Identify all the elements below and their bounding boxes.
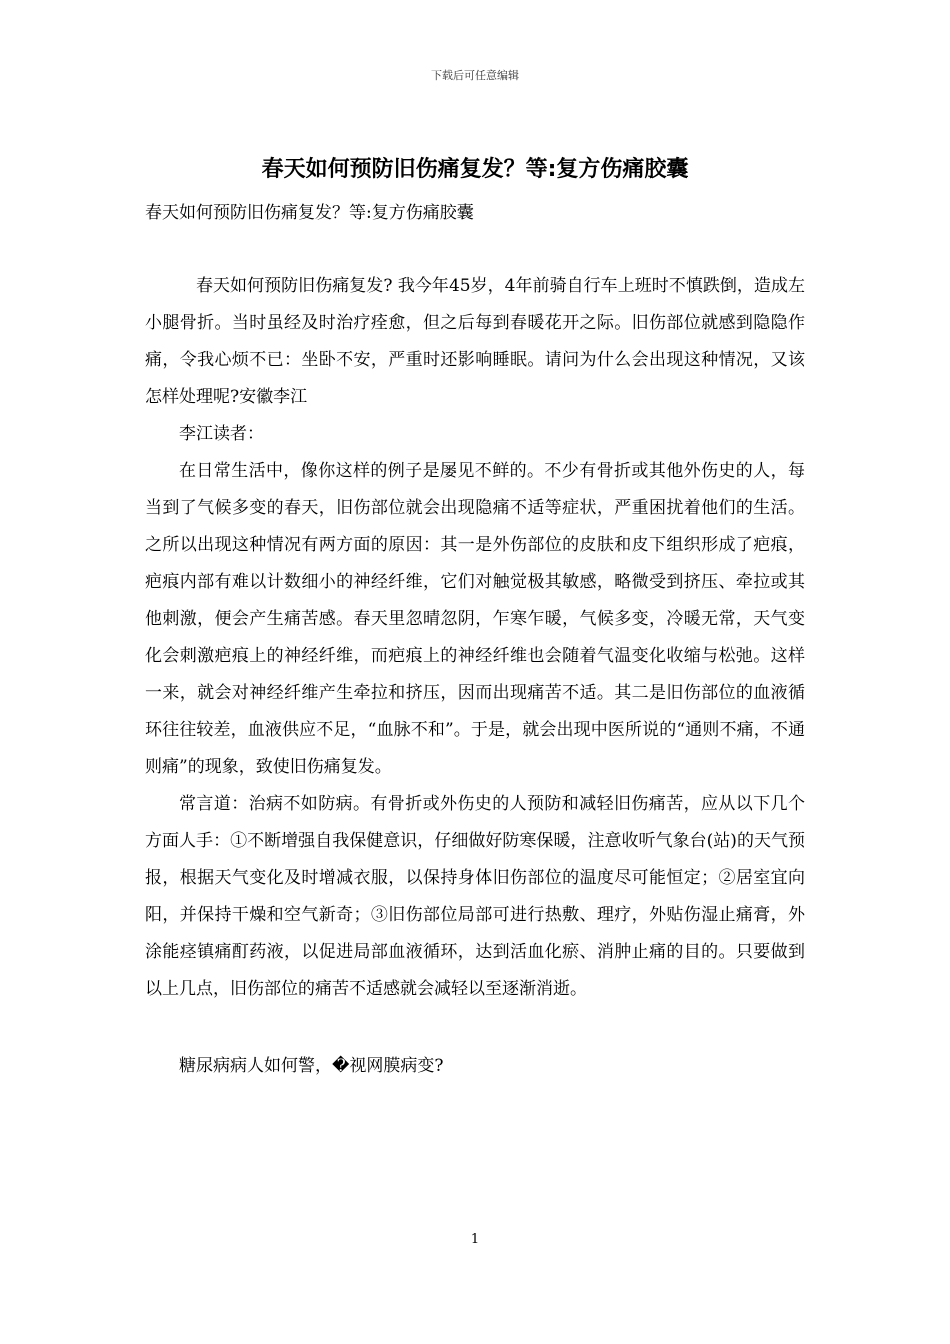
question-paragraph: 春天如何预防旧伤痛复发? 我今年45岁，4年前骑自行车上班时不慎跌倒，造成左小腿骨折。当时虽经及时治疗痊愈，但之后每到春暖花开之际。旧伤部位就感到隐隐作痛，令我心烦不已：坐卧不安，严重时还影响睡眠。请问为什么会出现这种情况，又该怎样处理呢?安徽李江 bbox=[145, 276, 805, 407]
document-title: 春天如何预防旧伤痛复发？等:复方伤痛胶囊 bbox=[261, 157, 689, 182]
salutation-paragraph: 李江读者： bbox=[179, 424, 264, 444]
page-number: 1 bbox=[470, 1232, 480, 1247]
answer-paragraph-2: 常言道：治病不如防病。有骨折或外伤史的人预防和减轻旧伤痛苦，应从以下几个方面人手：①不断增强自我保健意识，仔细做好防寒保暖，注意收听气象台(站)的天气预报，根据天气变化及时增减衣服，以保持身体旧伤部位的温度尽可能恒定；②居室宜向阳，并保持干燥和空气新奇；③旧伤部位局部可进行热敷、理疗，外贴伤湿止痛膏，外涂能痉镇痛酊药液，以促进局部血液循环，达到活血化瘀、消肿止痛的目的。只要做到以上几点，旧伤部位的痛苦不适感就会减轻以至逐渐消逝。 bbox=[145, 794, 805, 999]
page-header-note: 下载后可任意编辑 bbox=[431, 69, 519, 82]
article-body bbox=[145, 268, 805, 1085]
document-subtitle: 春天如何预防旧伤痛复发？等:复方伤痛胶囊 bbox=[145, 203, 474, 223]
answer-paragraph-1: 在日常生活中，像你这样的例子是屡见不鲜的。不少有骨折或其他外伤史的人，每当到了气候多变的春天，旧伤部位就会出现隐痛不适等症状，严重困扰着他们的生活。之所以出现这种情况有两方面的原因：其一是外伤部位的皮肤和皮下组织形成了疤痕，疤痕内部有难以计数细小的神经纤维，它们对触觉极其敏感，略微受到挤压、牵拉或其他刺激，便会产生痛苦感。春天里忽晴忽阴，乍寒乍暖，气候多变，冷暖无常，天气变化会刺激疤痕上的神经纤维，而疤痕上的神经纤维也会随着气温变化收缩与松弛。这样一来，就会对神经纤维产生牵拉和挤压，因而出现痛苦不适。其二是旧伤部位的血液循环往往较差，血液供应不足，“血脉不和”。于是，就会出现中医所说的“通则不痛，不通则痛”的现象，致使旧伤痛复发。 bbox=[145, 461, 805, 777]
next-article-heading: 糖尿病病人如何警，�视网膜病变? bbox=[179, 1056, 444, 1076]
